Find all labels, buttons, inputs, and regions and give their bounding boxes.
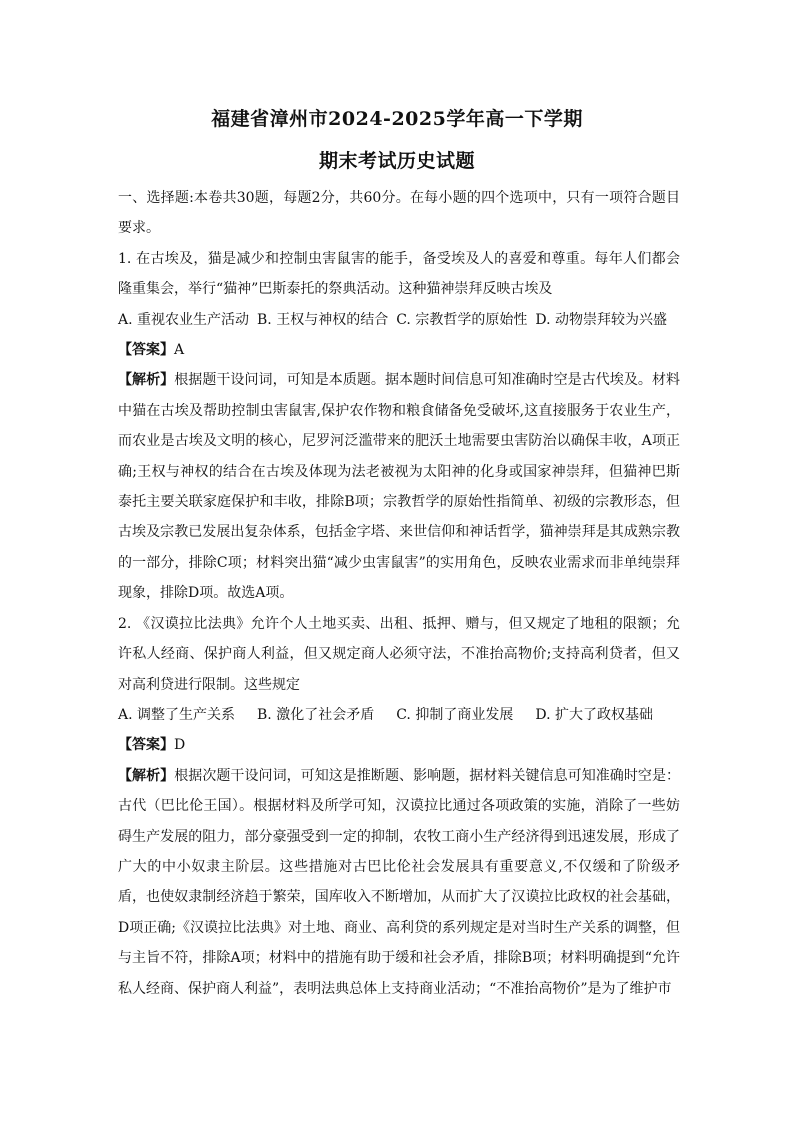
question-1-option-a: A. 重视农业生产活动 <box>118 311 250 328</box>
question-2-stem: 2. 《汉谟拉比法典》允许个人土地买卖、出租、抵押、赠与，但又规定了地租的限额；允许私人经商、保护商人利益，但又规定商人必须守法，不准抬高物价;支持高利贷者，但又对高利贷进行限制。这些规定 <box>118 615 680 693</box>
question-2-option-a: A. 调整了生产关系 <box>118 706 236 723</box>
section-intro: 一、选择题:本卷共30题，每题2分，共60分。在每小题的四个选项中，只有一项符合题目要求。 <box>118 190 680 237</box>
question-1-answer <box>118 335 680 365</box>
question-2-analysis <box>118 761 680 1004</box>
question-2-option-c: C. 抑制了商业发展 <box>396 706 514 723</box>
question-2-option-d: D. 扩大了政权基础 <box>535 706 653 723</box>
question-1-stem: 1. 在古埃及，猫是减少和控制虫害鼠害的能手，备受埃及人的喜爱和尊重。每年人们都会隆重集会，举行“猫神”巴斯泰托的祭典活动。这种猫神崇拜反映古埃及 <box>118 250 680 298</box>
question-1-analysis <box>118 365 680 608</box>
answer-value: D <box>174 737 186 754</box>
analysis-text: 根据题干设问词，可知是本质题。据本题时间信息可知准确时空是古代埃及。材料中猫在古埃及帮助控制虫害鼠害,保护农作物和粮食储备免受破坏,这直接服务于农业生产，而农业是古埃及文明的核心，尼罗河泛滥带来的肥沃土地需要虫害防治以确保丰收，A项正确;王权与神权的结合在古埃及体现为法老被视为太阳神的化身或国家神崇拜，但猫神巴斯泰托主要关联家庭保护和丰收，排除B项；宗教哲学的原始性指简单、初级的宗教形态，但古埃及宗教已发展出复杂体系，包括金字塔、来世信仰和神话哲学，猫神崇拜是其成熟宗教的一部分，排除C项；材料突出猫“减少虫害鼠害”的实用角色，反映农业需求而非单纯崇拜现象，排除D项。故选A项。 <box>118 372 681 602</box>
analysis-label: 【解析】 <box>118 372 175 389</box>
answer-value: A <box>174 342 185 359</box>
answer-label: 【答案】 <box>118 342 174 359</box>
document-title-line2: 期末考试历史试题 <box>318 150 475 172</box>
answer-label: 【答案】 <box>118 737 174 754</box>
question-1-option-b: B. 王权与神权的结合 <box>257 311 389 328</box>
question-1-options <box>118 305 680 335</box>
question-1-option-c: C. 宗教哲学的原始性 <box>396 311 528 328</box>
analysis-label: 【解析】 <box>118 767 175 784</box>
document-title-line1: 福建省漳州市2024-2025学年高一下学期 <box>211 108 583 130</box>
analysis-text: 根据次题干设问词，可知这是推断题、影响题，据材料关键信息可知准确时空是：古代（巴比伦王国）。根据材料及所学可知，汉谟拉比通过各项政策的实施，消除了一些妨碍生产发展的阻力，部分豪强受到一定的抑制，农牧工商小生产经济得到迅速发展，形成了广大的中小奴隶主阶层。这些措施对古巴比伦社会发展具有重要意义,不仅缓和了阶级矛盾，也使奴隶制经济趋于繁荣，国库收入不断增加，从而扩大了汉谟拉比政权的社会基础，D项正确;《汉谟拉比法典》对土地、商业、高利贷的系列规定是对当时生产关系的调整，但与主旨不符，排除A项；材料中的措施有助于缓和社会矛盾，排除B项；材料明确提到“允许私人经商、保护商人利益”，表明法典总体上支持商业活动；“不准抬高物价”是为了维护市 <box>118 767 681 997</box>
question-2-answer <box>118 730 680 760</box>
question-1-option-d: D. 动物崇拜较为兴盛 <box>535 311 667 328</box>
question-2-option-b: B. 激化了社会矛盾 <box>257 706 375 723</box>
question-2-options <box>118 700 680 730</box>
document-body <box>118 183 680 1004</box>
